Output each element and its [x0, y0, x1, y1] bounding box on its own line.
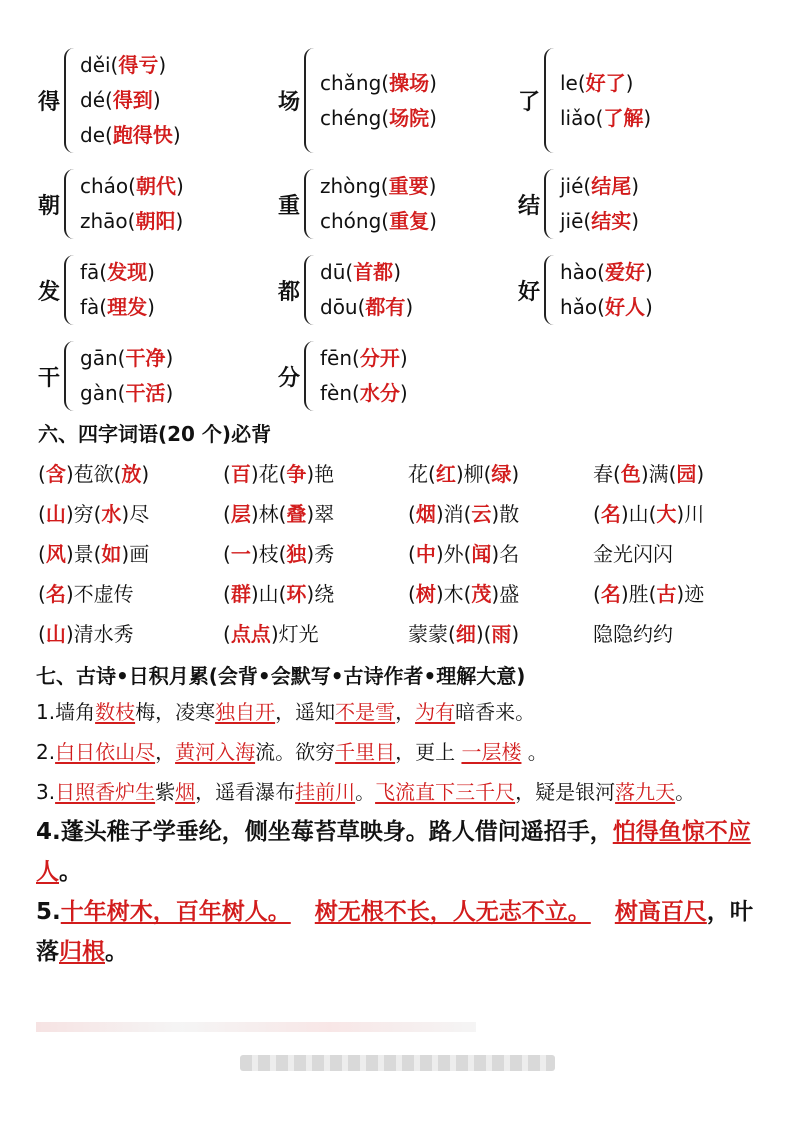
example-word: 发现: [107, 260, 148, 284]
poem-text: ，遥看瀑布: [195, 780, 296, 804]
pinyin: chóng(: [320, 209, 390, 233]
idiom-answer: 树: [415, 582, 436, 606]
poem-text: ，更上: [395, 740, 462, 764]
idiom: [223, 494, 408, 534]
idiom-text: )(: [475, 622, 492, 646]
idiom-text: (: [38, 502, 46, 526]
poem-text: 1.墙角: [36, 700, 96, 724]
poem-line: [36, 692, 758, 732]
idiom: [408, 534, 593, 574]
section-seven: [36, 660, 758, 972]
reading-line: [320, 66, 437, 101]
idiom-text: )消(: [435, 502, 472, 526]
pinyin: hào(: [560, 260, 605, 284]
idiom-text: )散: [491, 502, 520, 526]
close-paren: ): [399, 346, 408, 370]
brace: [544, 48, 556, 153]
idiom-text: )满(: [640, 462, 677, 486]
example-word: 水分: [359, 381, 400, 405]
readings: [320, 169, 437, 239]
idiom-answer: 园: [676, 462, 697, 486]
poem-text: 。: [105, 939, 128, 965]
readings: [560, 169, 639, 239]
reading-line: [560, 255, 653, 290]
idiom-answer: 中: [415, 542, 436, 566]
pinyin: dū(: [320, 260, 354, 284]
idiom-text: 花(: [408, 462, 436, 486]
reading-line: [80, 83, 181, 118]
reading-line: [560, 204, 639, 239]
idiom-text: )山(: [620, 502, 657, 526]
idiom-answer: 百: [230, 462, 251, 486]
brace: [544, 255, 556, 325]
example-word: 分开: [359, 346, 400, 370]
idiom-text: )花(: [250, 462, 287, 486]
close-paren: ): [165, 381, 174, 405]
polyphonic-char: 结: [518, 193, 541, 219]
idiom-text: (: [593, 502, 601, 526]
poem-text: ，: [155, 740, 176, 764]
poem-list: [36, 692, 758, 972]
brace: [304, 341, 316, 411]
idiom-text: ): [696, 462, 705, 486]
pinyin: děi(: [80, 53, 119, 77]
poem-answer: 一层楼: [461, 740, 522, 764]
blurred-watermark: [240, 1055, 555, 1071]
poem-text: 。: [521, 740, 548, 764]
poem-answer: 独自开: [215, 700, 276, 724]
idiom-text: )川: [676, 502, 705, 526]
readings: [80, 48, 181, 153]
idiom-text: ): [141, 462, 150, 486]
section-six-title: 六、四字词语(20 个)必背: [38, 422, 272, 446]
poem-text: ，: [395, 700, 416, 724]
example-word: 朝代: [135, 174, 176, 198]
readings: [320, 255, 413, 325]
poem-answer: 怕得鱼惊不应人: [36, 819, 751, 885]
idiom-text: )绕: [306, 582, 335, 606]
reading-line: [560, 101, 651, 136]
idiom-answer: 环: [286, 582, 307, 606]
idiom-text: (: [223, 582, 231, 606]
reading-line: [320, 376, 408, 411]
idiom-text: )不虚传: [65, 582, 134, 606]
idiom-answer: 山: [45, 622, 66, 646]
idiom-text: 蒙蒙(: [408, 622, 456, 646]
readings: [320, 66, 437, 136]
idiom-answer: 红: [435, 462, 456, 486]
poem-text: 流。欲穷: [255, 740, 336, 764]
poem-text: ，叶落: [36, 899, 753, 965]
idiom: [593, 534, 778, 574]
idiom: [38, 454, 223, 494]
polyphonic-item: [38, 169, 278, 239]
reading-line: [560, 66, 651, 101]
polyphonic-item: [278, 341, 518, 411]
example-word: 干活: [125, 381, 166, 405]
pinyin: gān(: [80, 346, 126, 370]
pinyin: dōu(: [320, 295, 366, 319]
idiom-text: (: [38, 462, 46, 486]
idiom-text: )名: [491, 542, 520, 566]
idiom-text: )柳(: [455, 462, 492, 486]
pinyin: de(: [80, 123, 113, 147]
example-word: 爱好: [604, 260, 645, 284]
idiom-answer: 细: [455, 622, 476, 646]
close-paren: ): [429, 105, 437, 130]
poem-text: 暗香来。: [455, 700, 536, 724]
pinyin: gàn(: [80, 381, 126, 405]
idiom-text: )灯光: [270, 622, 319, 646]
poem-answer: 挂前川: [295, 780, 356, 804]
readings: [80, 255, 155, 325]
poem-text: 梅，凌寒: [135, 700, 216, 724]
close-paren: ): [152, 88, 161, 112]
brace: [64, 48, 76, 153]
idiom-answer: 含: [45, 462, 66, 486]
brace: [304, 48, 316, 153]
close-paren: ): [631, 174, 640, 198]
poem-line: [36, 772, 758, 812]
idiom-text: (: [408, 502, 416, 526]
poem-answer: 归根: [59, 939, 105, 965]
idiom: [593, 454, 778, 494]
section-six: [38, 418, 778, 654]
reading-line: [80, 204, 184, 239]
close-paren: ): [429, 209, 437, 233]
idiom: [408, 574, 593, 614]
polyphonic-item: [38, 341, 278, 411]
reading-line: [80, 255, 155, 290]
polyphonic-item: [518, 255, 758, 325]
poem-text: 紫: [155, 780, 176, 804]
poem-line: [36, 892, 758, 972]
idiom-text: (: [223, 502, 231, 526]
idiom: [408, 454, 593, 494]
idiom-answer: 烟: [415, 502, 436, 526]
poem-line: [36, 732, 758, 772]
faded-cutoff-line: [36, 1022, 476, 1032]
close-paren: ): [631, 209, 640, 233]
poem-answer: 千里目: [335, 740, 396, 764]
idiom-answer: 名: [600, 502, 621, 526]
close-paren: ): [399, 381, 408, 405]
close-paren: ): [393, 260, 401, 284]
polyphonic-char: 场: [278, 90, 301, 115]
idiom: [38, 494, 223, 534]
polyphonic-grid: [38, 48, 778, 411]
poem-text: 3.: [36, 780, 56, 804]
idiom-answer: 闻: [471, 542, 492, 566]
idiom-answer: 云: [471, 502, 492, 526]
idiom-text: )林(: [250, 502, 287, 526]
close-paren: ): [172, 123, 181, 147]
brace: [304, 169, 316, 239]
idiom-text: )盛: [491, 582, 520, 606]
close-paren: ): [644, 260, 653, 284]
close-paren: ): [158, 53, 167, 77]
readings: [560, 66, 651, 136]
idiom-text: )翠: [306, 502, 335, 526]
poem-line: [36, 812, 758, 892]
close-paren: ): [643, 105, 652, 130]
idiom: [38, 614, 223, 654]
reading-line: [320, 341, 408, 376]
poem-answer: 数枝: [95, 700, 136, 724]
polyphonic-char: 都: [278, 279, 301, 305]
reading-line: [320, 290, 413, 325]
reading-line: [320, 169, 437, 204]
idiom-text: )清水秀: [65, 622, 134, 646]
polyphonic-char: 干: [38, 365, 61, 391]
idiom-answer: 点点: [230, 622, 271, 646]
pinyin: fēn(: [320, 346, 360, 370]
idiom-text: (: [38, 622, 46, 646]
reading-line: [80, 341, 173, 376]
idiom-answer: 水: [101, 502, 122, 526]
readings: [560, 255, 653, 325]
polyphonic-char: 朝: [38, 193, 61, 219]
idiom-text: (: [38, 582, 46, 606]
idiom-answer: 绿: [491, 462, 512, 486]
close-paren: ): [165, 346, 174, 370]
idiom-text: (: [593, 582, 601, 606]
idiom-answer: 色: [620, 462, 641, 486]
idiom-text: (: [223, 542, 231, 566]
readings: [80, 341, 173, 411]
idiom-text: 金光闪闪: [593, 542, 673, 566]
pinyin: hǎo(: [560, 295, 605, 319]
idiom-text: )穷(: [65, 502, 102, 526]
poem-answer: 白日依山尽: [55, 740, 156, 764]
poem-text: [291, 899, 315, 925]
brace: [544, 169, 556, 239]
idiom-text: )枝(: [250, 542, 287, 566]
reading-line: [80, 48, 181, 83]
poem-answer: 树无根不长，人无志不立。: [314, 899, 591, 925]
polyphonic-item: [278, 48, 518, 153]
idiom-answer: 叠: [286, 502, 307, 526]
close-paren: ): [147, 260, 155, 284]
pinyin: fā(: [80, 260, 108, 284]
idiom-answer: 层: [230, 502, 251, 526]
idiom: [223, 534, 408, 574]
idiom: [408, 494, 593, 534]
reading-line: [80, 376, 173, 411]
example-word: 得到: [112, 88, 153, 112]
polyphonic-item: [38, 255, 278, 325]
example-word: 好了: [585, 70, 626, 95]
polyphonic-char: 分: [278, 365, 301, 391]
idiom-grid: [38, 454, 778, 654]
polyphonic-item: [278, 255, 518, 325]
idiom: [223, 454, 408, 494]
brace: [64, 169, 76, 239]
example-word: 重要: [388, 174, 429, 198]
idiom-text: (: [38, 542, 46, 566]
close-paren: ): [625, 70, 634, 95]
example-word: 结尾: [591, 174, 632, 198]
poem-answer: 日照香炉生: [55, 780, 156, 804]
poem-text: [591, 899, 615, 925]
close-paren: ): [147, 295, 155, 319]
idiom: [38, 574, 223, 614]
idiom-answer: 名: [45, 582, 66, 606]
poem-text: ，疑是银河: [515, 780, 616, 804]
poem-answer: 落九天: [615, 780, 676, 804]
idiom-answer: 山: [45, 502, 66, 526]
idiom-answer: 群: [230, 582, 251, 606]
poem-answer: 十年树木，百年树人。: [60, 899, 291, 925]
reading-line: [320, 255, 413, 290]
idiom-answer: 如: [101, 542, 122, 566]
idiom-text: )外(: [435, 542, 472, 566]
idiom-answer: 大: [656, 502, 677, 526]
polyphonic-char: 好: [518, 279, 541, 305]
poem-answer: 不是雪: [335, 700, 396, 724]
idiom: [38, 534, 223, 574]
poem-text: 2.: [36, 740, 56, 764]
idiom: [593, 614, 778, 654]
idiom-text: )艳: [306, 462, 335, 486]
idiom-text: 春(: [593, 462, 621, 486]
idiom-text: ): [511, 622, 520, 646]
idiom: [593, 574, 778, 614]
pinyin: zhāo(: [80, 209, 136, 233]
brace: [64, 341, 76, 411]
example-word: 重复: [389, 209, 430, 233]
section-seven-title: 七、古诗•日积月累(会背•会默写•古诗作者•理解大意): [36, 664, 526, 688]
polyphonic-char: 得: [38, 90, 61, 115]
pinyin: le(: [560, 70, 586, 95]
example-word: 跑得快: [112, 123, 173, 147]
idiom: [223, 614, 408, 654]
close-paren: ): [428, 174, 437, 198]
idiom-text: )山(: [250, 582, 287, 606]
poem-answer: 为有: [415, 700, 456, 724]
polyphonic-item: [278, 169, 518, 239]
poem-text: 5.: [36, 899, 61, 925]
close-paren: ): [405, 295, 414, 319]
idiom-answer: 雨: [491, 622, 512, 646]
example-word: 朝阳: [135, 209, 176, 233]
pinyin: chǎng(: [320, 70, 390, 95]
pinyin: zhòng(: [320, 174, 389, 198]
close-paren: ): [175, 209, 184, 233]
reading-line: [560, 290, 653, 325]
reading-line: [80, 290, 155, 325]
idiom-answer: 一: [230, 542, 251, 566]
close-paren: ): [429, 70, 437, 95]
idiom-text: (: [408, 582, 416, 606]
idiom-text: (: [408, 542, 416, 566]
readings: [80, 169, 184, 239]
poem-text: 。: [59, 859, 82, 885]
polyphonic-char: 发: [38, 279, 61, 305]
example-word: 都有: [365, 295, 406, 319]
polyphonic-char: 重: [278, 193, 301, 219]
reading-line: [80, 118, 181, 153]
example-word: 好人: [604, 295, 645, 319]
idiom-answer: 放: [121, 462, 142, 486]
idiom-text: )木(: [435, 582, 472, 606]
poem-text: 。: [675, 780, 696, 804]
example-word: 首都: [353, 260, 394, 284]
reading-line: [80, 169, 184, 204]
pinyin: fà(: [80, 295, 108, 319]
pinyin: jié(: [560, 174, 592, 198]
idiom-answer: 名: [600, 582, 621, 606]
idiom-text: 隐隐约约: [593, 622, 673, 646]
polyphonic-char: 了: [518, 90, 541, 115]
example-word: 场院: [389, 105, 430, 130]
idiom-text: ): [511, 462, 520, 486]
polyphonic-item: [518, 48, 758, 153]
reading-line: [320, 204, 437, 239]
pinyin: chéng(: [320, 105, 390, 130]
poem-answer: 黄河入海: [175, 740, 256, 764]
idiom-text: )画: [121, 542, 150, 566]
idiom-text: )苞欲(: [65, 462, 122, 486]
close-paren: ): [175, 174, 184, 198]
brace: [304, 255, 316, 325]
pinyin: cháo(: [80, 174, 136, 198]
pinyin: jiē(: [560, 209, 592, 233]
idiom-answer: 风: [45, 542, 66, 566]
polyphonic-section: [38, 48, 778, 411]
example-word: 了解: [603, 105, 644, 130]
example-word: 理发: [107, 295, 148, 319]
example-word: 干净: [125, 346, 166, 370]
idiom-answer: 独: [286, 542, 307, 566]
idiom-text: )迹: [676, 582, 705, 606]
polyphonic-item: [38, 48, 278, 153]
poem-text: ，遥知: [275, 700, 336, 724]
poem-answer: 飞流直下三千尺: [375, 780, 516, 804]
idiom-text: )胜(: [620, 582, 657, 606]
idiom-answer: 古: [656, 582, 677, 606]
example-word: 得亏: [118, 53, 159, 77]
pinyin: fèn(: [320, 381, 360, 405]
pinyin: liǎo(: [560, 105, 604, 130]
idiom-text: )尽: [121, 502, 150, 526]
polyphonic-item: [518, 169, 758, 239]
idiom-answer: 茂: [471, 582, 492, 606]
example-word: 操场: [389, 70, 430, 95]
pinyin: dé(: [80, 88, 113, 112]
readings: [320, 341, 408, 411]
idiom: [223, 574, 408, 614]
poem-answer: 烟: [175, 780, 196, 804]
reading-line: [320, 101, 437, 136]
example-word: 结实: [591, 209, 632, 233]
idiom-text: (: [223, 622, 231, 646]
idiom: [408, 614, 593, 654]
idiom-text: )景(: [65, 542, 102, 566]
close-paren: ): [644, 295, 653, 319]
poem-answer: 树高百尺: [614, 899, 707, 925]
idiom-text: )秀: [306, 542, 335, 566]
idiom-answer: 争: [286, 462, 307, 486]
poem-text: 4.蓬头稚子学垂纶，侧坐莓苔草映身。路人借问遥招手，: [36, 819, 613, 845]
idiom: [593, 494, 778, 534]
idiom-text: (: [223, 462, 231, 486]
brace: [64, 255, 76, 325]
poem-text: 。: [355, 780, 376, 804]
reading-line: [560, 169, 639, 204]
